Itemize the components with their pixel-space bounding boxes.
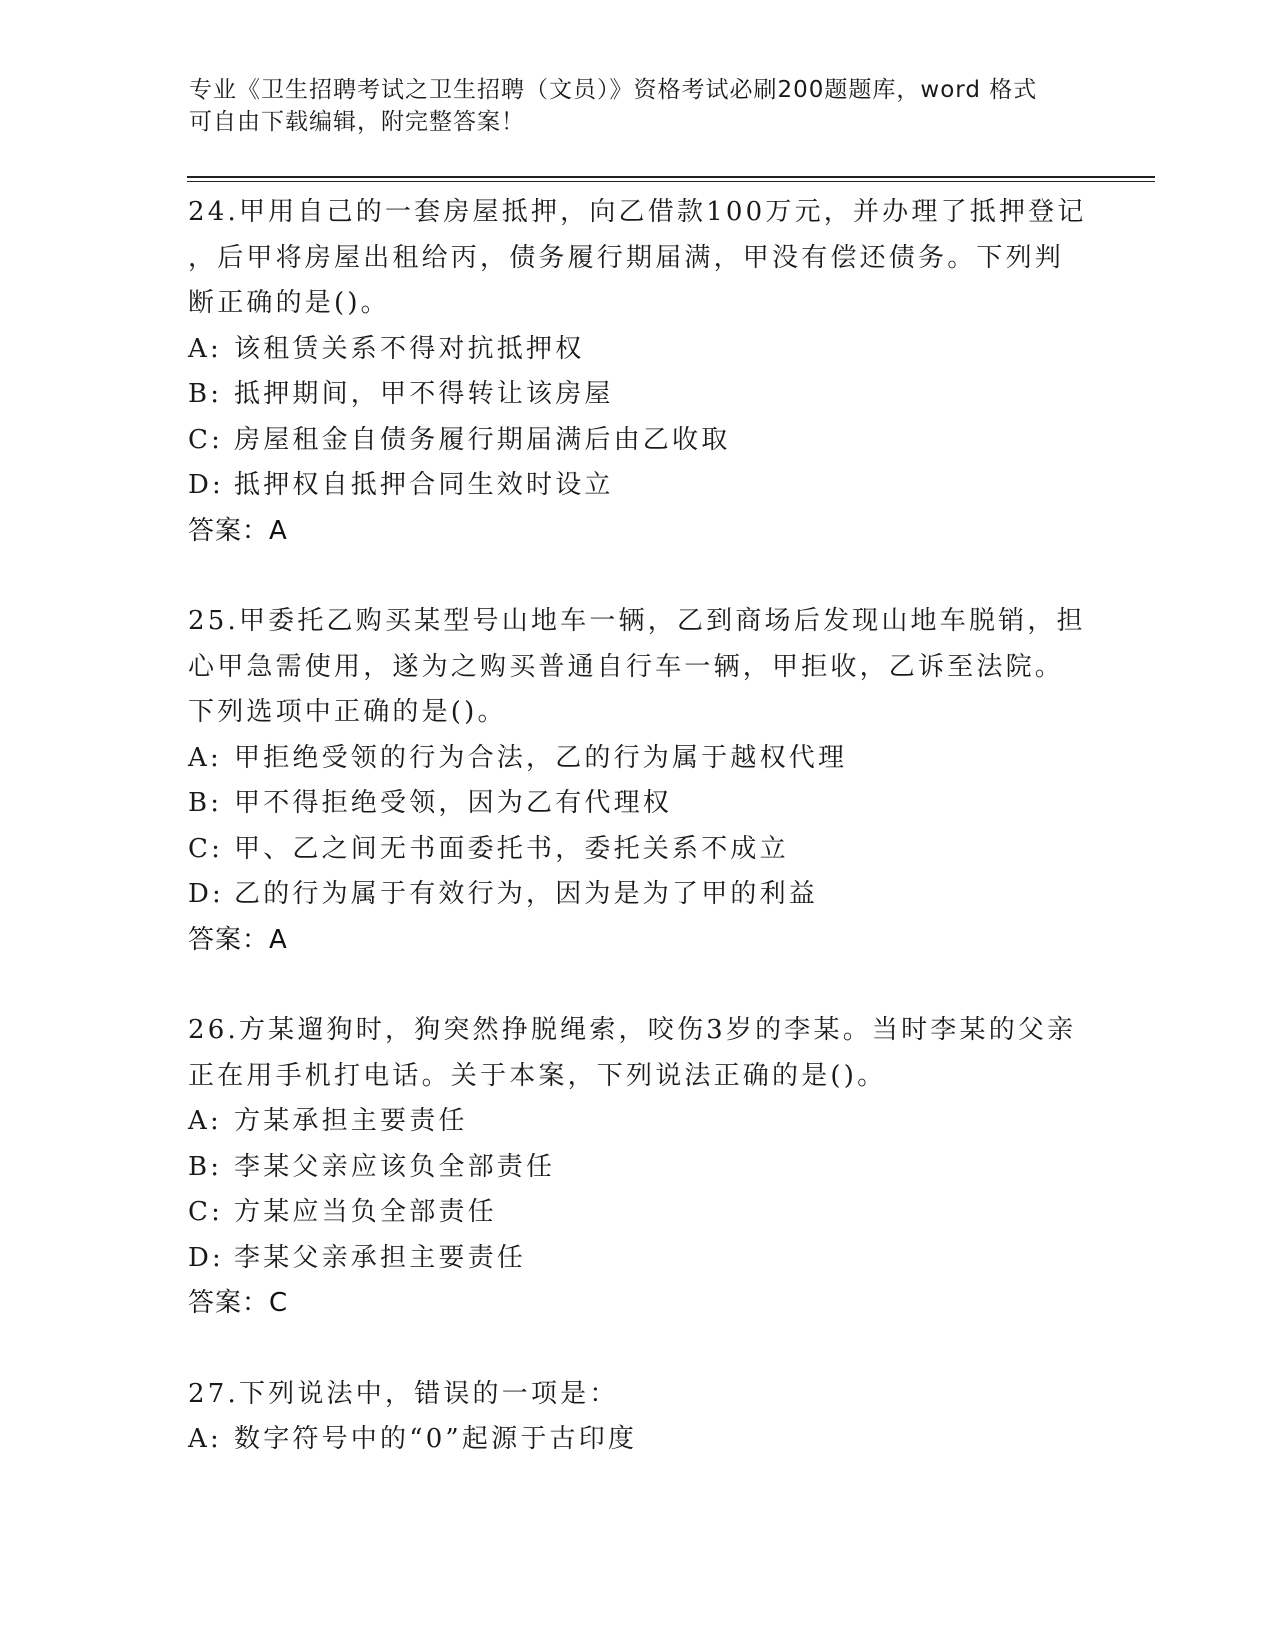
- option-a: [188, 327, 1088, 373]
- question-stem-line: 27.下列说法中，错误的一项是：: [188, 1378, 619, 1409]
- option-key: C:: [188, 833, 224, 864]
- question-stem-line: ，后甲将房屋出租给丙，债务履行期届满，甲没有偿还债务。下列判: [188, 242, 1065, 273]
- header-line-1: 专业《卫生招聘考试之卫生招聘（文员）》资格考试必刷200题题库，word 格式: [189, 77, 1038, 103]
- option-key: A:: [188, 1106, 222, 1136]
- option-c: [188, 1190, 1088, 1236]
- question-27: [188, 1372, 1088, 1463]
- header-divider-thick: [187, 176, 1155, 178]
- option-b: [188, 1145, 1088, 1191]
- option-b: [188, 372, 1088, 418]
- option-a: [188, 736, 1088, 782]
- option-key: B:: [188, 1151, 223, 1182]
- option-key: B:: [188, 379, 223, 409]
- option-text: 抵押期间，甲不得转让该房屋: [234, 379, 614, 409]
- header-divider-thin: [187, 181, 1155, 182]
- option-a: [188, 1417, 1088, 1463]
- option-text: 抵押权自抵押合同生效时设立: [234, 470, 614, 500]
- option-text: 方某应当负全部责任: [234, 1197, 497, 1227]
- option-text: 房屋租金自债务履行期届满后由乙收取: [234, 424, 731, 455]
- question-stem-line: 正在用手机打电话。关于本案，下列说法正确的是()。: [188, 1060, 887, 1091]
- option-text: 方某承担主要责任: [234, 1106, 468, 1136]
- header-line-2: 可自由下载编辑，附完整答案！: [189, 109, 525, 135]
- question-list: [188, 190, 1088, 1508]
- option-key: A:: [188, 1424, 222, 1454]
- option-key: C:: [188, 424, 224, 455]
- option-text: 该租赁关系不得对抗抵押权: [234, 333, 585, 364]
- question-stem-line: 心甲急需使用，遂为之购买普通自行车一辆，甲拒收，乙诉至法院。: [188, 651, 1065, 682]
- option-text: 甲、乙之间无书面委托书，委托关系不成立: [234, 833, 789, 864]
- question-24: [188, 190, 1088, 554]
- option-d: [188, 463, 1088, 509]
- option-key: D:: [188, 470, 225, 500]
- answer-line: 答案：C: [188, 1288, 289, 1318]
- option-text: 甲拒绝受领的行为合法，乙的行为属于越权代理: [234, 742, 848, 773]
- question-26: [188, 1008, 1088, 1327]
- answer-line: 答案：A: [188, 924, 288, 955]
- option-text: 李某父亲承担主要责任: [234, 1242, 527, 1273]
- option-key: C:: [188, 1197, 224, 1227]
- option-d: [188, 872, 1088, 918]
- option-text: 乙的行为属于有效行为，因为是为了甲的利益: [234, 879, 819, 909]
- option-text: 李某父亲应该负全部责任: [234, 1151, 556, 1182]
- question-stem-line: 26.方某遛狗时，狗突然挣脱绳索，咬伤3岁的李某。当时李某的父亲: [188, 1015, 1077, 1045]
- answer-line: 答案：A: [188, 515, 288, 546]
- option-c: [188, 827, 1088, 873]
- option-key: D:: [188, 879, 225, 909]
- option-a: [188, 1099, 1088, 1145]
- question-stem-line: 24.甲用自己的一套房屋抵押，向乙借款100万元，并办理了抵押登记: [188, 197, 1087, 227]
- option-key: B:: [188, 788, 223, 818]
- document-header: [189, 74, 1089, 138]
- option-text: 数字符号中的“0”起源于古印度: [234, 1424, 638, 1454]
- question-25: [188, 599, 1088, 963]
- question-stem-line: 25.甲委托乙购买某型号山地车一辆，乙到商场后发现山地车脱销，担: [188, 606, 1086, 636]
- option-b: [188, 781, 1088, 827]
- option-d: [188, 1236, 1088, 1282]
- option-key: A:: [188, 333, 222, 364]
- question-stem-line: 下列选项中正确的是()。: [188, 697, 507, 727]
- question-stem-line: 断正确的是()。: [188, 288, 390, 318]
- option-key: D:: [188, 1242, 225, 1273]
- option-c: [188, 418, 1088, 464]
- option-key: A:: [188, 742, 222, 773]
- option-text: 甲不得拒绝受领，因为乙有代理权: [234, 788, 673, 818]
